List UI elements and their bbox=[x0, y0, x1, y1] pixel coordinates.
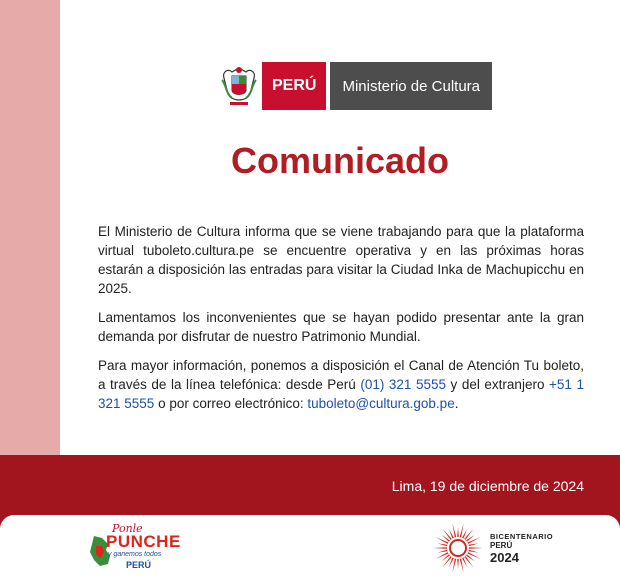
page-title: Comunicado bbox=[230, 140, 449, 181]
ganemos-text: y ganemos todos bbox=[108, 551, 162, 558]
sunburst-ray bbox=[442, 528, 451, 539]
sunburst-ray bbox=[468, 552, 481, 559]
bicentenario-text: BICENTENARIO bbox=[490, 531, 554, 541]
announcement-body bbox=[98, 222, 584, 423]
sunburst-ray bbox=[469, 543, 479, 546]
paragraph-1: El Ministerio de Cultura informa que se viene trabajando para que la plataforma virtual tuboleto.cultura.pe se encuentre operativa y en las próximas horas estarán a disposición las entradas para visitar la Ciudad Inka de Machupicchu en 2025. bbox=[98, 224, 584, 296]
email-link[interactable]: tuboleto@cultura.gob.pe bbox=[307, 396, 455, 411]
paragraph-2: Lamentamos los inconvenientes que se hayan podido presentar ante la gran demanda por disfrutar de nuestro Patrimonio Mundial. bbox=[98, 310, 584, 344]
date-text: Lima, 19 de diciembre de 2024 bbox=[391, 478, 584, 494]
paragraph-3-text-d: . bbox=[454, 396, 459, 411]
sunburst-ray bbox=[460, 559, 464, 573]
ponle-text: Ponle bbox=[112, 522, 143, 535]
punche-text: PUNCHE bbox=[106, 532, 181, 551]
bicentenario-peru-text: PERÚ bbox=[490, 540, 513, 550]
sunburst-ray bbox=[468, 537, 481, 544]
sunburst-ray bbox=[442, 556, 451, 567]
phone-peru-link[interactable]: (01) 321 5555 bbox=[360, 377, 446, 392]
ministry-label: Ministerio de Cultura bbox=[330, 62, 492, 110]
ministry-logo bbox=[218, 62, 492, 110]
sunburst-ray bbox=[457, 527, 459, 537]
ponle-peru-text: PERÚ bbox=[126, 560, 152, 570]
sunburst-ray bbox=[433, 547, 447, 549]
bicentenario-logo bbox=[432, 520, 572, 576]
sunburst-ray bbox=[464, 556, 473, 567]
paragraph-3-text-b: y del extranjero bbox=[446, 377, 550, 392]
ponle-punche-logo bbox=[82, 520, 182, 576]
paragraph-3-text-a: Para mayor información, ponemos a disposición el Canal de Atención Tu boleto, a través de la línea telefónica: desde Perú bbox=[98, 358, 584, 392]
peru-coat-of-arms-icon bbox=[218, 62, 260, 110]
paragraph-3 bbox=[98, 356, 584, 413]
sunburst-ray bbox=[469, 547, 483, 549]
left-decorative-strip bbox=[0, 0, 60, 455]
sunburst-ray bbox=[452, 559, 456, 573]
sunburst-ray bbox=[438, 543, 448, 546]
bicentenario-sunburst-icon bbox=[432, 522, 484, 574]
sunburst-ray bbox=[435, 537, 448, 544]
sunburst-ray bbox=[469, 550, 479, 553]
sunburst-ray bbox=[438, 550, 448, 553]
sunburst-ray bbox=[464, 528, 473, 539]
sunburst-ray bbox=[457, 559, 459, 569]
bicentenario-year-text: 2024 bbox=[490, 549, 519, 565]
sunburst-ray bbox=[435, 552, 448, 559]
sunburst-ray bbox=[460, 524, 464, 538]
phone-international-link[interactable]: +51 1 321 5555 bbox=[98, 377, 584, 411]
paragraph-3-text-c: o por correo electrónico: bbox=[154, 396, 308, 411]
peru-label: PERÚ bbox=[262, 62, 326, 110]
sunburst-ray bbox=[452, 524, 456, 538]
